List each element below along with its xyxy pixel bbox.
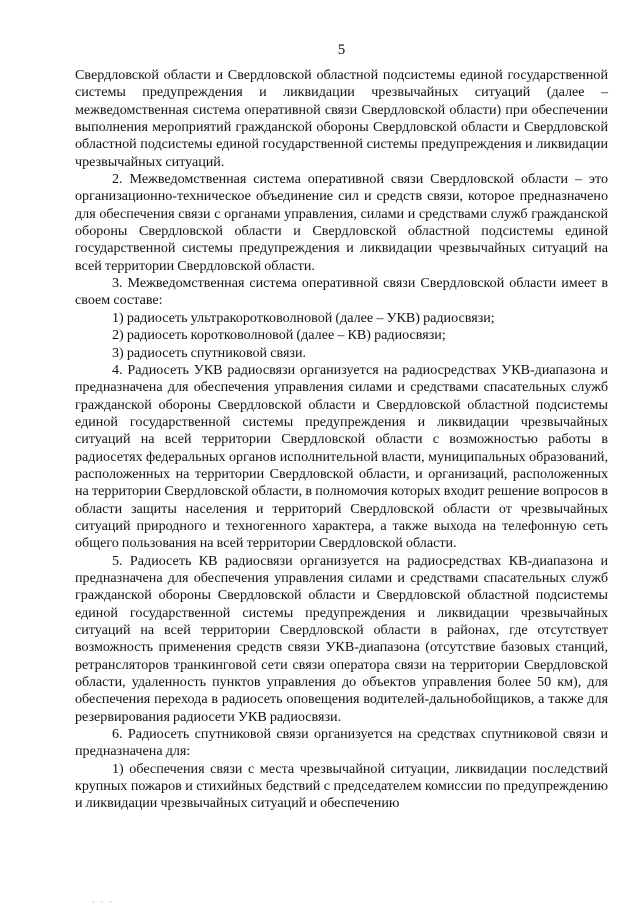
list-item-number: 2): [112, 327, 124, 344]
list-item-number: 3): [112, 344, 124, 361]
scan-artifact: · · ·: [92, 898, 114, 907]
paragraph-3: 3. Межведомственная система оперативной связи Свердловской области имеет в своем составе:: [75, 275, 608, 309]
list-item-number: 1): [112, 309, 124, 326]
list-item-text: радиосеть ультракоротковолновой (далее – УКВ) радиосвязи;: [126, 309, 495, 326]
paragraph-6-subitem-1: 1) обеспечения связи с места чрезвычайной ситуации, ликвидации последствий крупных пожаров и стихийных бедствий с председателем комиссии по предупреждению и ликвидации чрезвычайных ситуаций и обеспечению: [75, 760, 608, 812]
list-item: [75, 327, 608, 344]
paragraph-6: 6. Радиосеть спутниковой связи организуется на средствах спутниковой связи и предназначена для:: [75, 726, 608, 760]
paragraph-5: 5. Радиосеть КВ радиосвязи организуется на радиосредствах КВ-диапазона и предназначена для обеспечения управления силами и средствами спасательных служб гражданской обороны Свердловской области и Свердловской областной подсистемы единой государственной системы предупреждения и ликвидации чрезвычайных ситуаций на всей территории Свердловской области в районах, где отсутствует возможность применения средств связи УКВ-диапазона (отсутствие базовых станций, ретрансляторов транкинговой сети связи оператора связи на территории Свердловской области, удаленность пунктов управления до объектов управления более 50 км), для обеспечения перехода в радиосеть оповещения водителей-дальнобойщиков, а также для резервирования радиосети УКВ радиосвязи.: [75, 552, 608, 725]
list-item-text: радиосеть коротковолновой (далее – КВ) радиосвязи;: [126, 327, 446, 344]
paragraph-4: 4. Радиосеть УКВ радиосвязи организуется на радиосредствах УКВ-диапазона и предназначена для обеспечения управления силами и средствами спасательных служб гражданской обороны Свердловской области и Свердловской областной подсистемы единой государственной системы предупреждения и ликвидации чрезвычайных ситуаций на всей территории Свердловской области с возможностью работы в радиосетях федеральных органов исполнительной власти, муниципальных образований, расположенных на территории Свердловской области, и организаций, расположенных на территории Свердловской области, в полномочия которых входит решение вопросов в области защиты населения и территорий Свердловской области от чрезвычайных ситуаций природного и техногенного характера, а также выхода на телефонную сеть общего пользования на всей территории Свердловской области.: [75, 361, 608, 552]
list-item: [75, 345, 608, 362]
document-page: [75, 0, 608, 813]
paragraph-2: 2. Межведомственная система оперативной связи Свердловской области – это организационно-техническое объединение сил и средств связи, которое предназначено для обеспечения связи с органами управления, силами и средствами служб гражданской обороны Свердловской области и Свердловской областной подсистемы единой государственной системы предупреждения и ликвидации чрезвычайных ситуаций на всей территории Свердловской области.: [75, 171, 608, 274]
list-item: [75, 310, 608, 327]
paragraph-continuation: Свердловской области и Свердловской областной подсистемы единой государственной системы предупреждения и ликвидации чрезвычайных ситуаций (далее – межведомственная система оперативной связи Свердловской области) при обеспечении выполнения мероприятий гражданской обороны Свердловской области и Свердловской областной подсистемы единой государственной системы предупреждения и ликвидации чрезвычайных ситуаций.: [75, 67, 608, 170]
page-number: 5: [337, 42, 346, 58]
list-item-text: радиосеть спутниковой связи.: [126, 344, 307, 361]
